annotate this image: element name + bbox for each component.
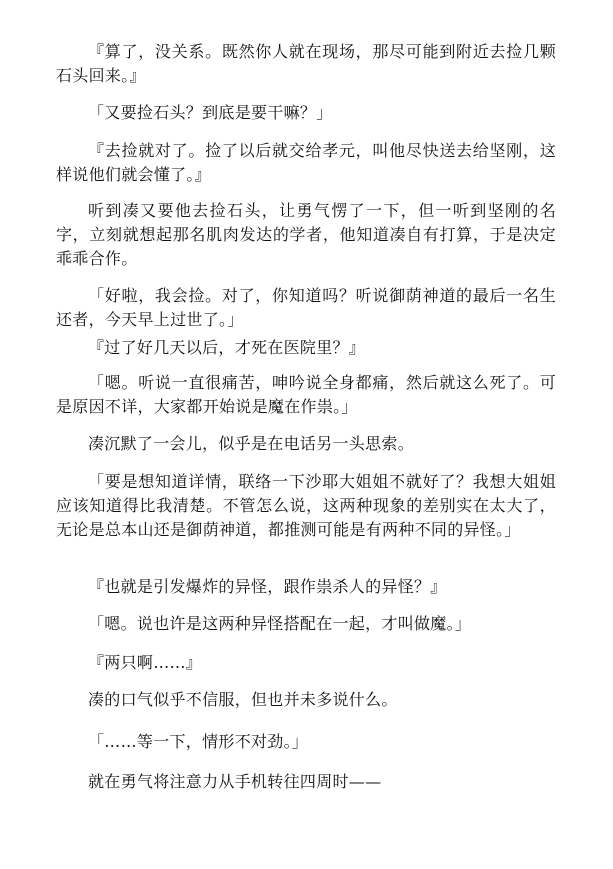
paragraph-1: 『算了，没关系。既然你人就在现场，那尽可能到附近去捡几颗石头回来。』 <box>56 42 556 85</box>
paragraph-10: 『也就是引发爆炸的异怪，跟作祟杀人的异怪？』 <box>88 577 447 596</box>
paragraph-13: 凑的口气似乎不信服，但也并未多说什么。 <box>88 690 398 709</box>
paragraph-5: 「好啦，我会捡。对了，你知道吗？听说御荫神道的最后一名生还者，今天早上过世了。」 <box>56 286 556 329</box>
paragraph-8: 凑沉默了一会儿，似乎是在电话另一头思索。 <box>88 434 415 453</box>
paragraph-15: 就在勇气将注意力从手机转往四周时—— <box>88 772 382 791</box>
paragraph-6: 『过了好几天以后，才死在医院里？』 <box>88 338 366 357</box>
paragraph-12: 『两只啊……』 <box>88 653 203 672</box>
paragraph-4: 听到凑又要他去捡石头，让勇气愣了一下，但一听到坚刚的名字，立刻就想起那名肌肉发达的学者，他知道凑自有打算，于是决定乖乖合作。 <box>56 201 556 268</box>
paragraph-2: 「又要捡石头？到底是要干嘛？」 <box>88 103 333 122</box>
paragraph-9: 「要是想知道详情，联络一下沙耶大姐姐不就好了？我想大姐姐应该知道得比我清楚。不管怎么说，这两种现象的差别实在太大了，无论是总本山还是御荫神道，都推测可能是有两种不同的异怪。」 <box>56 472 556 539</box>
paragraph-7: 「嗯。听说一直很痛苦，呻吟说全身都痛，然后就这么死了。可是原因不详，大家都开始说是魔在作祟。」 <box>56 373 556 416</box>
paragraph-3: 『去捡就对了。捡了以后就交给孝元，叫他尽快送去给坚刚，这样说他们就会懂了。』 <box>56 141 556 184</box>
paragraph-11: 「嗯。说也许是这两种异怪搭配在一起，才叫做魔。」 <box>88 614 472 633</box>
paragraph-14: 「……等一下，情形不对劲。」 <box>88 732 309 751</box>
